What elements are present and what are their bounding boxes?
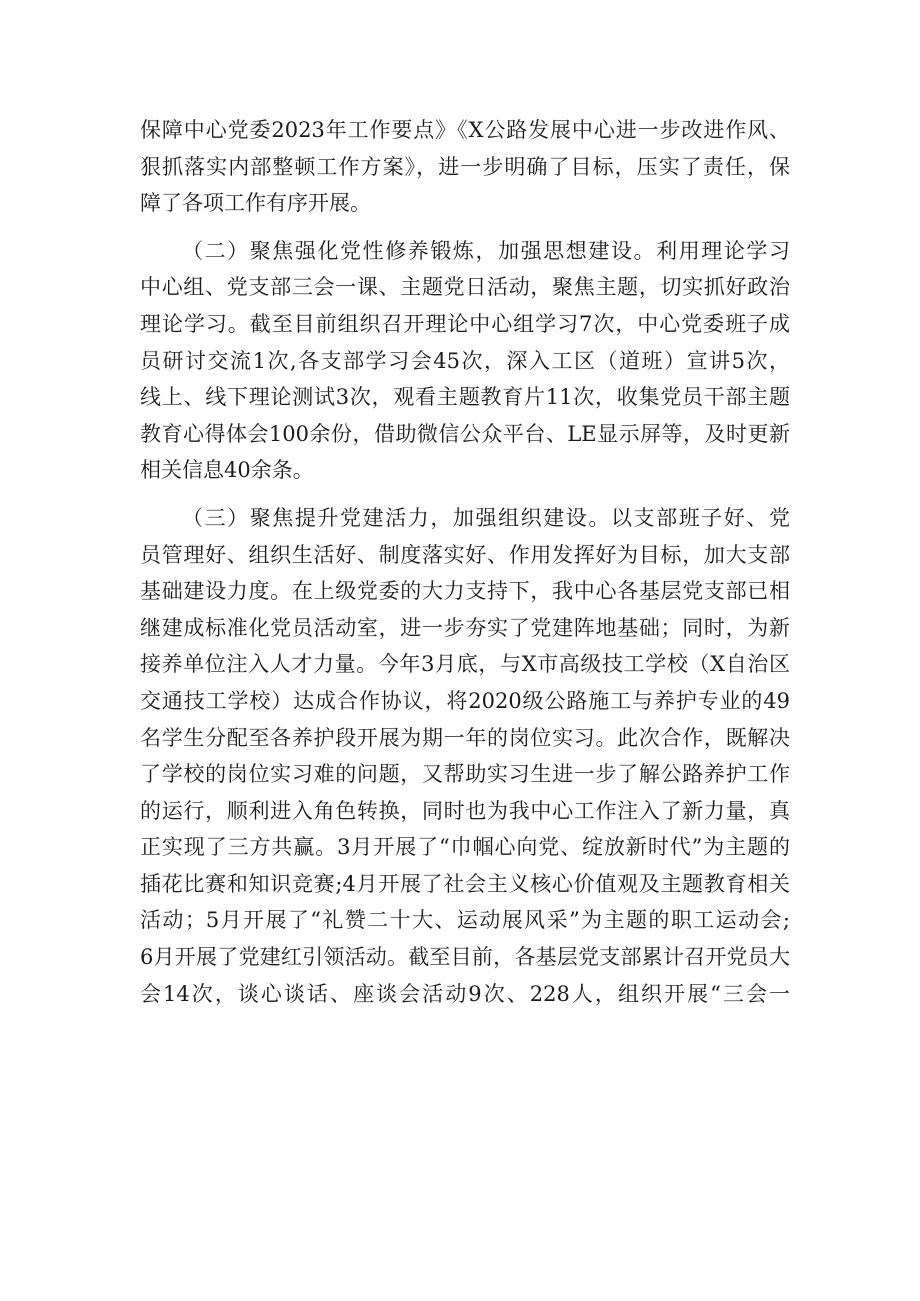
text-line: （二）聚焦强化党性修养锻炼，加强思想建设。利用理论学习 <box>182 238 790 263</box>
text-line: 的运行，顺利进入角色转换，同时也为我中心工作注入了新力量，真 <box>140 798 790 823</box>
paragraph-thought-building <box>140 233 790 489</box>
text-line: 会14次，谈心谈话、座谈会活动9次、228人，组织开展“三会一 <box>140 981 790 1006</box>
text-line: 理论学习。截至目前组织召开理论中心组学习7次，中心党委班子成 <box>140 311 790 336</box>
text-line: 员研讨交流1次,各支部学习会45次，深入工区（道班）宣讲5次， <box>140 348 790 373</box>
text-line: 了学校的岗位实习难的问题，又帮助实习生进一步了解公路养护工作 <box>140 762 790 787</box>
text-line: 障了各项工作有序开展。 <box>140 191 371 216</box>
paragraph-continuation <box>140 112 790 222</box>
text-line: 6月开展了党建红引领活动。截至目前，各基层党支部累计召开党员大 <box>140 945 790 970</box>
text-line: 正实现了三方共赢。3月开展了“巾帼心向党、绽放新时代”为主题的 <box>140 835 790 860</box>
paragraph-organization-building <box>140 500 790 1012</box>
text-line: 继建成标准化党员活动室，进一步夯实了党建阵地基础；同时，为新 <box>140 615 790 640</box>
text-line: 交通技工学校）达成合作协议，将2020级公路施工与养护专业的49 <box>140 688 790 713</box>
text-line: 活动；5月开展了“礼赞二十大、运动展风采”为主题的职工运动会; <box>140 908 790 933</box>
text-line: 员管理好、组织生活好、制度落实好、作用发挥好为目标，加大支部 <box>140 542 790 567</box>
text-line: 接养单位注入人才力量。今年3月底，与X市高级技工学校（X自治区 <box>140 652 790 677</box>
text-line: 相关信息40余条。 <box>140 458 314 483</box>
text-line: 基础建设力度。在上级党委的大力支持下，我中心各基层党支部已相 <box>140 579 790 604</box>
text-line: 保障中心党委2023年工作要点》《X公路发展中心进一步改进作风、 <box>140 118 790 142</box>
text-line: 教育心得体会100余份，借助微信公众平台、LE显示屏等，及时更新 <box>140 421 790 446</box>
text-line: 名学生分配至各养护段开展为期一年的岗位实习。此次合作，既解决 <box>140 725 790 750</box>
text-line: 插花比赛和知识竞赛;4月开展了社会主义核心价值观及主题教育相关 <box>140 871 790 896</box>
text-line: 线上、线下理论测试3次，观看主题教育片11次，收集党员干部主题 <box>140 385 790 410</box>
document-body <box>140 112 790 1012</box>
text-line: 中心组、党支部三会一课、主题党日活动，聚焦主题，切实抓好政治 <box>140 275 790 300</box>
text-line: 狠抓落实内部整顿工作方案》，进一步明确了目标，压实了责任，保 <box>140 154 790 179</box>
text-line: （三）聚焦提升党建活力，加强组织建设。以支部班子好、党 <box>182 505 790 530</box>
